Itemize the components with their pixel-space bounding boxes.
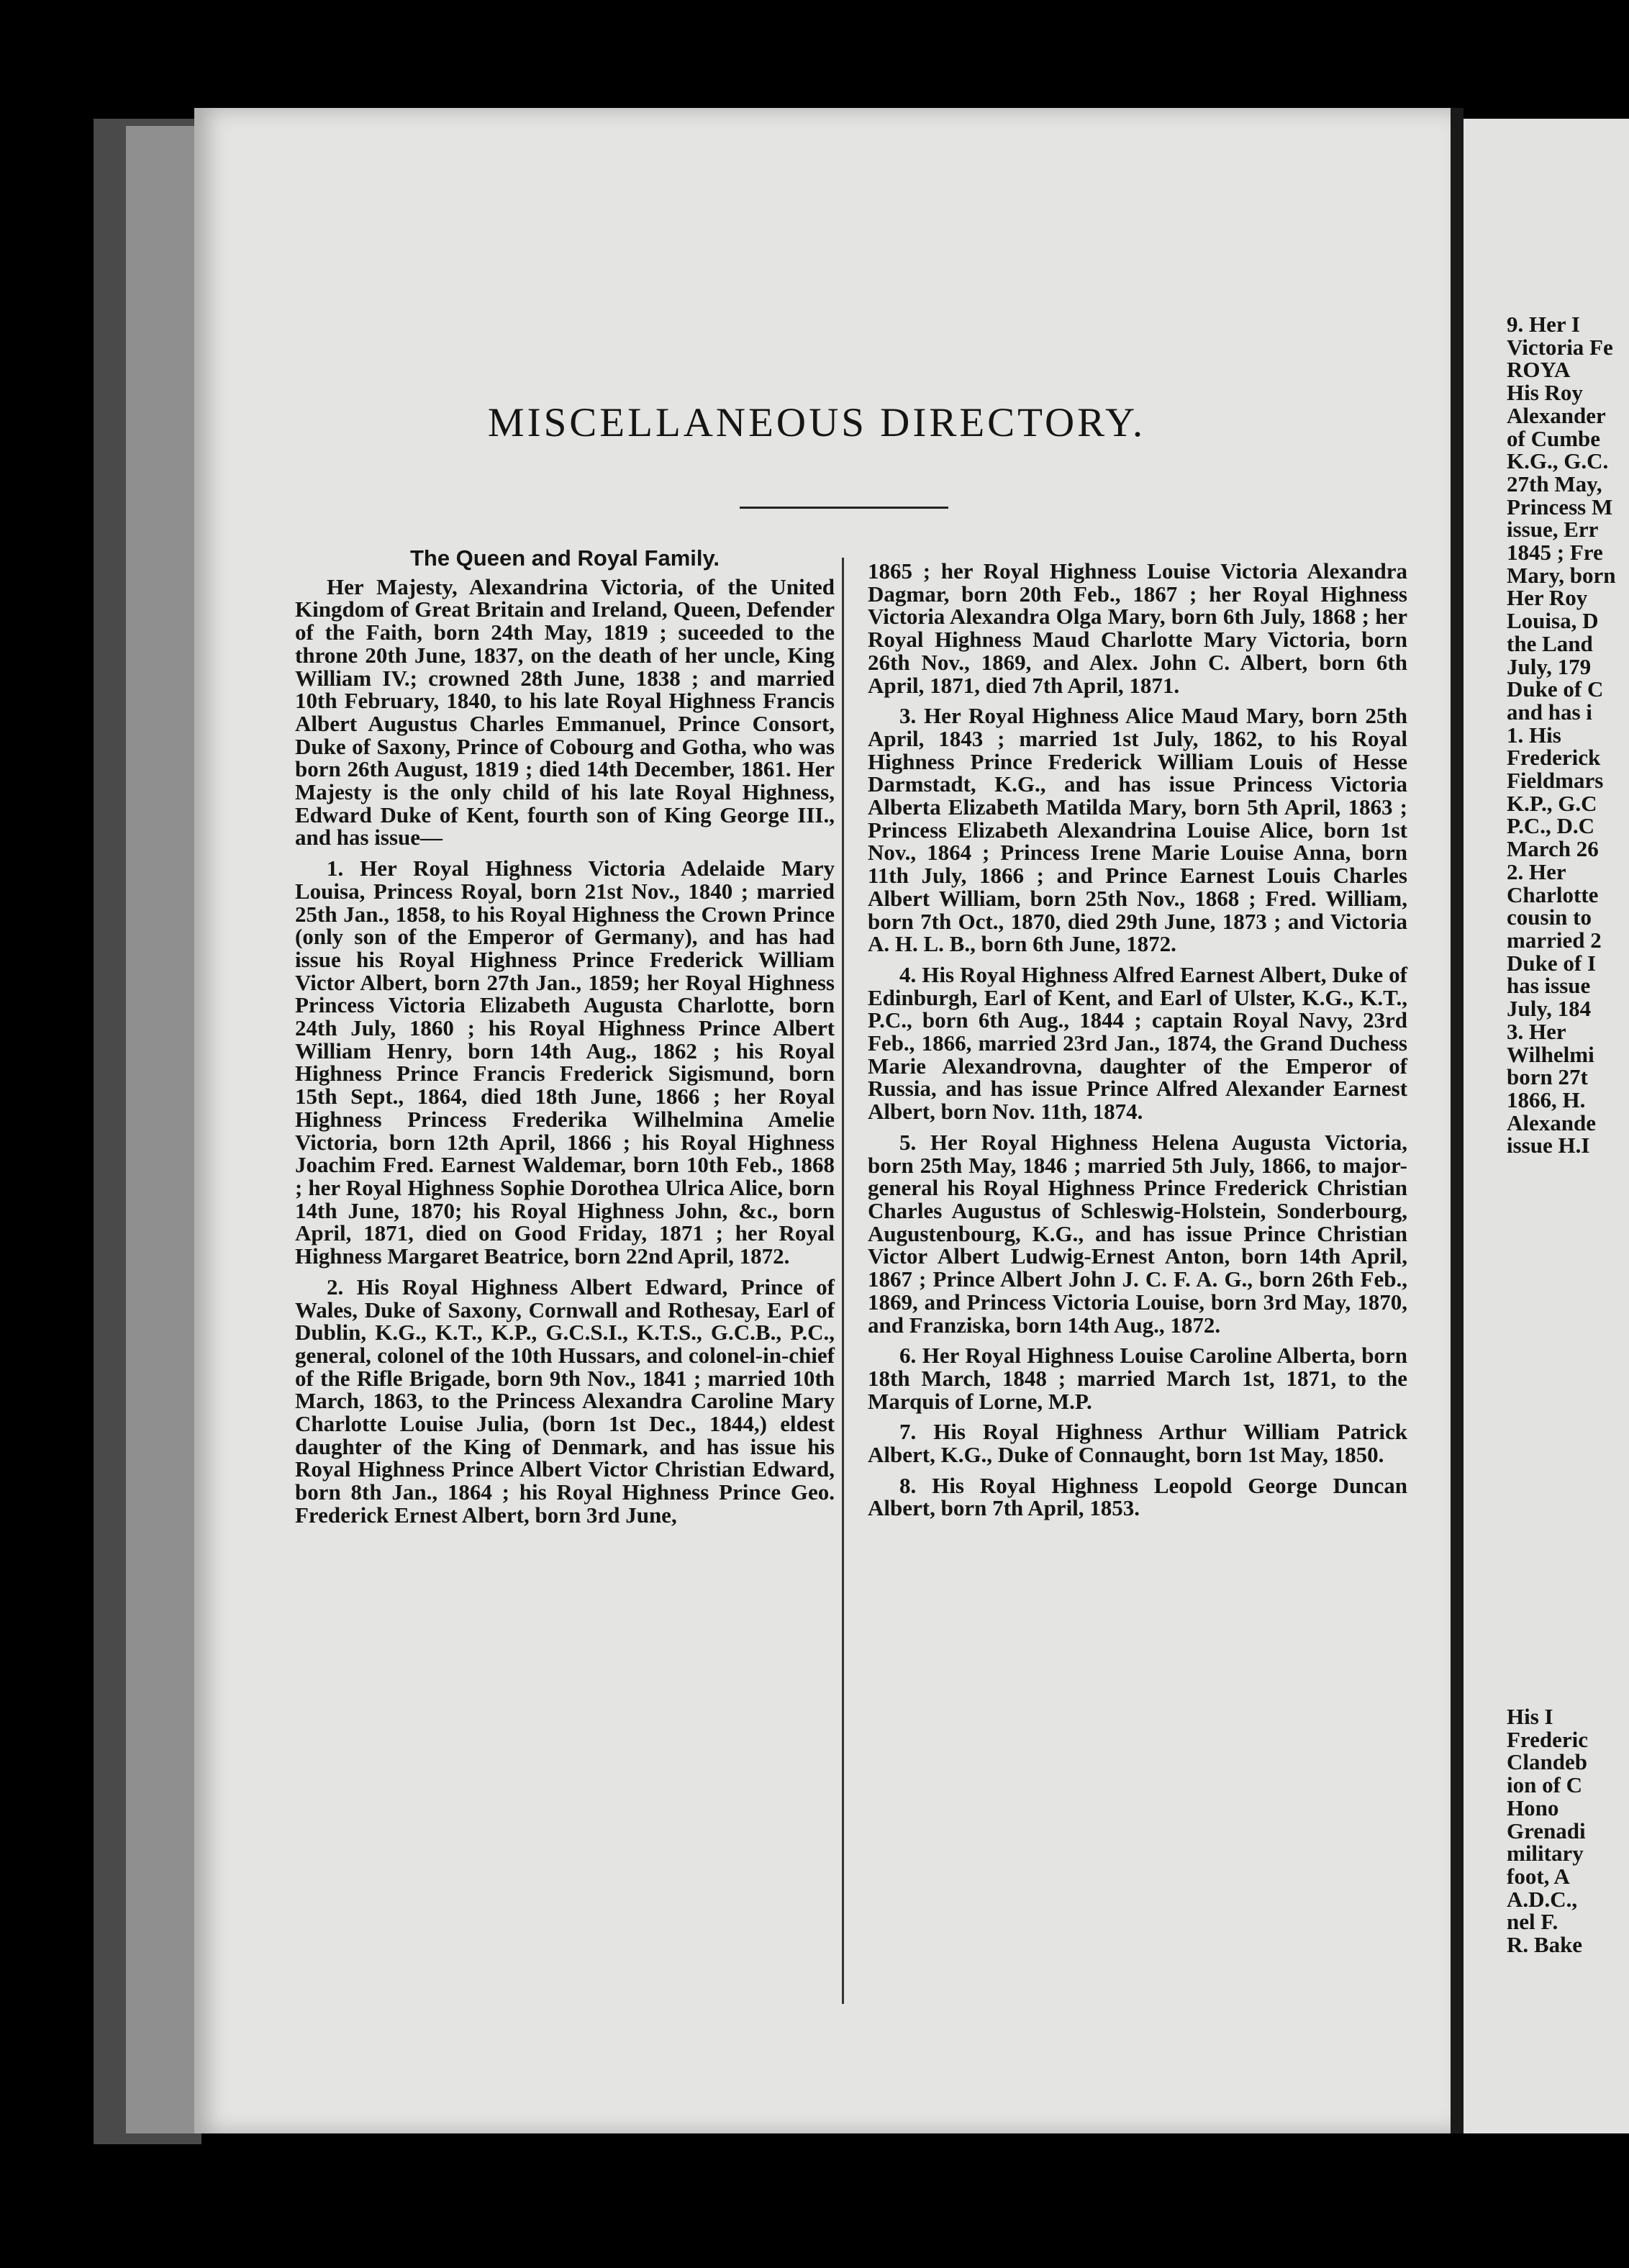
next-page-line: His Roy (1507, 380, 1583, 406)
paragraph-issue-4: 4. His Royal Highness Alfred Earnest Albert, Duke of Edinburgh, Earl of Kent, and Earl of Ulster, K.G., K.T., P.C., born 6th Aug., 1844 ; captain Royal Navy, 23rd Feb., 1866, married 23rd Jan., 1874, the Grand Duchess Marie Alexandrovna, daughter of the Emperor of Russia, and has issue Prince Alfred Alexander Earnest Albert, born Nov. 11th, 1874. (868, 961, 1407, 1125)
right-column (868, 560, 1407, 1520)
next-page-line: 1866, H. (1507, 1087, 1586, 1112)
next-page-line: Louisa, D (1507, 608, 1599, 634)
book-edge-pages (126, 126, 205, 2133)
next-page-line: the Land (1507, 630, 1593, 656)
next-page-line: Wilhelmi (1507, 1041, 1594, 1067)
next-page-line: cousin to (1507, 904, 1592, 930)
paragraph-issue-7: 7. His Royal Highness Arthur William Patrick Albert, K.G., Duke of Connaught, born 1st May, 1850. (868, 1419, 1407, 1468)
left-column (295, 547, 835, 1527)
title-rule (740, 507, 948, 509)
next-page-line: R. Bake (1507, 1932, 1583, 1958)
next-page-line: Frederick (1507, 745, 1601, 771)
next-page-bottom-text (1507, 1705, 1629, 1956)
next-page-line: Frederic (1507, 1726, 1589, 1752)
paragraph-issue-2-cont: 1865 ; her Royal Highness Louise Victoria Alexandra Dagmar, born 20th Feb., 1867 ; her Royal Highness Victoria Alexandra Olga Mary, born 6th July, 1868 ; her Royal Highness Maud Charlotte Mary Victoria, born 26th Nov., 1869, and Alex. John C. Albert, born 6th April, 1871, died 7th April, 1871. (868, 558, 1407, 698)
next-page-line: 1845 ; Fre (1507, 540, 1603, 566)
paragraph-issue-8: 8. His Royal Highness Leopold George Duncan Albert, born 7th April, 1853. (868, 1472, 1407, 1521)
paragraph-issue-2: 2. His Royal Highness Albert Edward, Prince of Wales, Duke of Saxony, Cornwall and Rothesay, Earl of Dublin, K.G., K.T., K.P., G.C.S.I., K.T.S., G.C.B., P.C., general, colonel of the 10th Hussars, and colonel-in-chief of the Rifle Brigade, born 9th Nov., 1841 ; married 10th March, 1863, to the Princess Alexandra Caroline Mary Charlotte Louise Julia, (born 1st Dec., 1844,) eldest daughter of the King of Denmark, and has issue his Royal Highness Prince Albert Victor Christian Edward, born 8th Jan., 1864 ; his Royal Highness Prince Geo. Frederick Ernest Albert, born 3rd June, (295, 1274, 835, 1528)
next-page-line: Duke of I (1507, 950, 1597, 976)
book-gutter (1451, 108, 1464, 2133)
next-page-line: Alexander (1507, 402, 1606, 428)
next-page-line: issue H.I (1507, 1133, 1590, 1158)
next-page-line: Victoria Fe (1507, 334, 1613, 360)
next-page-line: 2. Her (1507, 858, 1566, 884)
paragraph-issue-6: 6. Her Royal Highness Louise Caroline Alberta, born 18th March, 1848 ; married March 1st, 1871, to the Marquis of Lorne, M.P. (868, 1343, 1407, 1414)
next-page-line: Hono (1507, 1795, 1559, 1820)
next-page-line: A.D.C., (1507, 1886, 1578, 1912)
page-title: MISCELLANEOUS DIRECTORY. (487, 400, 1146, 445)
next-page-line: Mary, born (1507, 562, 1616, 588)
next-page-line: July, 184 (1507, 996, 1592, 1022)
next-page-line: Princess M (1507, 494, 1613, 520)
next-page-top-text (1507, 313, 1629, 1157)
next-page-line: K.P., G.C (1507, 790, 1597, 816)
next-page-line: of Cumbe (1507, 425, 1601, 451)
next-page-line: nel F. (1507, 1909, 1558, 1935)
next-page-line: 1. His (1507, 722, 1561, 748)
next-page-line: Duke of C (1507, 676, 1604, 702)
next-page-line: Her Roy (1507, 585, 1588, 611)
next-page-line: P.C., D.C (1507, 813, 1595, 839)
next-page-line: ion of C (1507, 1772, 1583, 1798)
right-page (1464, 119, 1629, 2133)
next-page-line: foot, A (1507, 1863, 1570, 1889)
next-page-line: July, 179 (1507, 653, 1592, 679)
next-page-line: has issue (1507, 973, 1591, 999)
next-page-line: March 26 (1507, 836, 1599, 862)
next-page-line: ROYA (1507, 357, 1571, 383)
next-page-line: His I (1507, 1704, 1553, 1729)
next-page-line: married 2 (1507, 927, 1602, 953)
next-page-line: military (1507, 1841, 1584, 1866)
next-page-line: K.G., G.C. (1507, 448, 1609, 474)
paragraph-queen: Her Majesty, Alexandrina Victoria, of the United Kingdom of Great Britain and Ireland, Queen, Defender of the Faith, born 24th May, 1819 ; suceeded to the throne 20th June, 1837, on the death of her uncle, King William IV.; crowned 28th June, 1838 ; and married 10th February, 1840, to his late Royal Highness Francis Albert Augustus Charles Emmanuel, Prince Consort, Duke of Saxony, Prince of Cobourg and Gotha, who was born 26th August, 1819 ; died 14th December, 1861. Her Majesty is the only child of his late Royal Highness, Edward Duke of Kent, fourth son of King George III., and has issue— (295, 573, 835, 850)
column-divider (842, 558, 844, 2004)
next-page-line: Grenadi (1507, 1818, 1586, 1843)
next-page-line: 3. Her (1507, 1018, 1566, 1044)
next-page-line: 9. Her I (1507, 312, 1580, 337)
next-page-line: Fieldmars (1507, 768, 1604, 794)
section-heading: The Queen and Royal Family. (409, 545, 720, 571)
next-page-line: Charlotte (1507, 881, 1599, 907)
paragraph-issue-1: 1. Her Royal Highness Victoria Adelaide Mary Louisa, Princess Royal, born 21st Nov., 1840 ; married 25th Jan., 1858, to his Royal Highness the Crown Prince (only son of the Emperor of Germany), and has had issue his Royal Highness Prince Frederick William Victor Albert, born 27th Jan., 1859; her Royal Highness Princess Victoria Elizabeth Augusta Charlotte, born 24th July, 1860 ; his Royal Highness Prince Albert William Henry, born 14th Aug., 1862 ; his Royal Highness Prince Francis Frederick Sigismund, born 15th Sept., 1864, died 18th June, 1866 ; her Royal Highness Princess Frederika Wilhelmina Amelie Victoria, born 12th April, 1866 ; his Royal Highness Joachim Fred. Earnest Waldemar, born 10th Feb., 1868 ; her Royal Highness Sophie Dorothea Ulrica Alice, born 14th June, 1870; his Royal Highness John, &c., born April, 1871, died on Good Friday, 1871 ; her Royal Highness Margaret Beatrice, born 22nd April, 1872. (295, 856, 835, 1269)
next-page-line: Clandeb (1507, 1749, 1587, 1775)
next-page-line: and has i (1507, 699, 1592, 725)
next-page-line: born 27t (1507, 1064, 1588, 1090)
next-page-line: issue, Err (1507, 517, 1599, 543)
paragraph-issue-5: 5. Her Royal Highness Helena Augusta Victoria, born 25th May, 1846 ; married 5th July, 1866, to major-general his Royal Highness Prince Frederick Christian Charles Augustus of Schleswig-Holstein, Sonderbourg, Augustenbourg, K.G., and has issue Prince Christian Victor Albert Ludwig-Ernest Anton, born 14th April, 1867 ; Prince Albert John J. C. F. A. G., born 26th Feb., 1869, and Princess Victoria Louise, born 3rd May, 1870, and Franziska, born 14th Aug., 1872. (868, 1129, 1407, 1338)
paragraph-issue-3: 3. Her Royal Highness Alice Maud Mary, born 25th April, 1843 ; married 1st July, 1862, to his Royal Highness Prince Frederick William Louis of Hesse Darmstadt, K.G., and has issue Princess Victoria Alberta Elizabeth Matilda Mary, born 5th April, 1863 ; Princess Elizabeth Alexandrina Louise Alice, born 1st Nov., 1864 ; Princess Irene Marie Louise Anna, born 11th July, 1866 ; and Prince Earnest Louis Charles Albert William, born 25th Nov., 1868 ; Fred. William, born 7th Oct., 1870, died 29th June, 1873 ; and Victoria A. H. L. B., born 6th June, 1872. (868, 703, 1407, 957)
next-page-line: 27th May, (1507, 471, 1602, 496)
next-page-line: Alexande (1507, 1110, 1596, 1135)
